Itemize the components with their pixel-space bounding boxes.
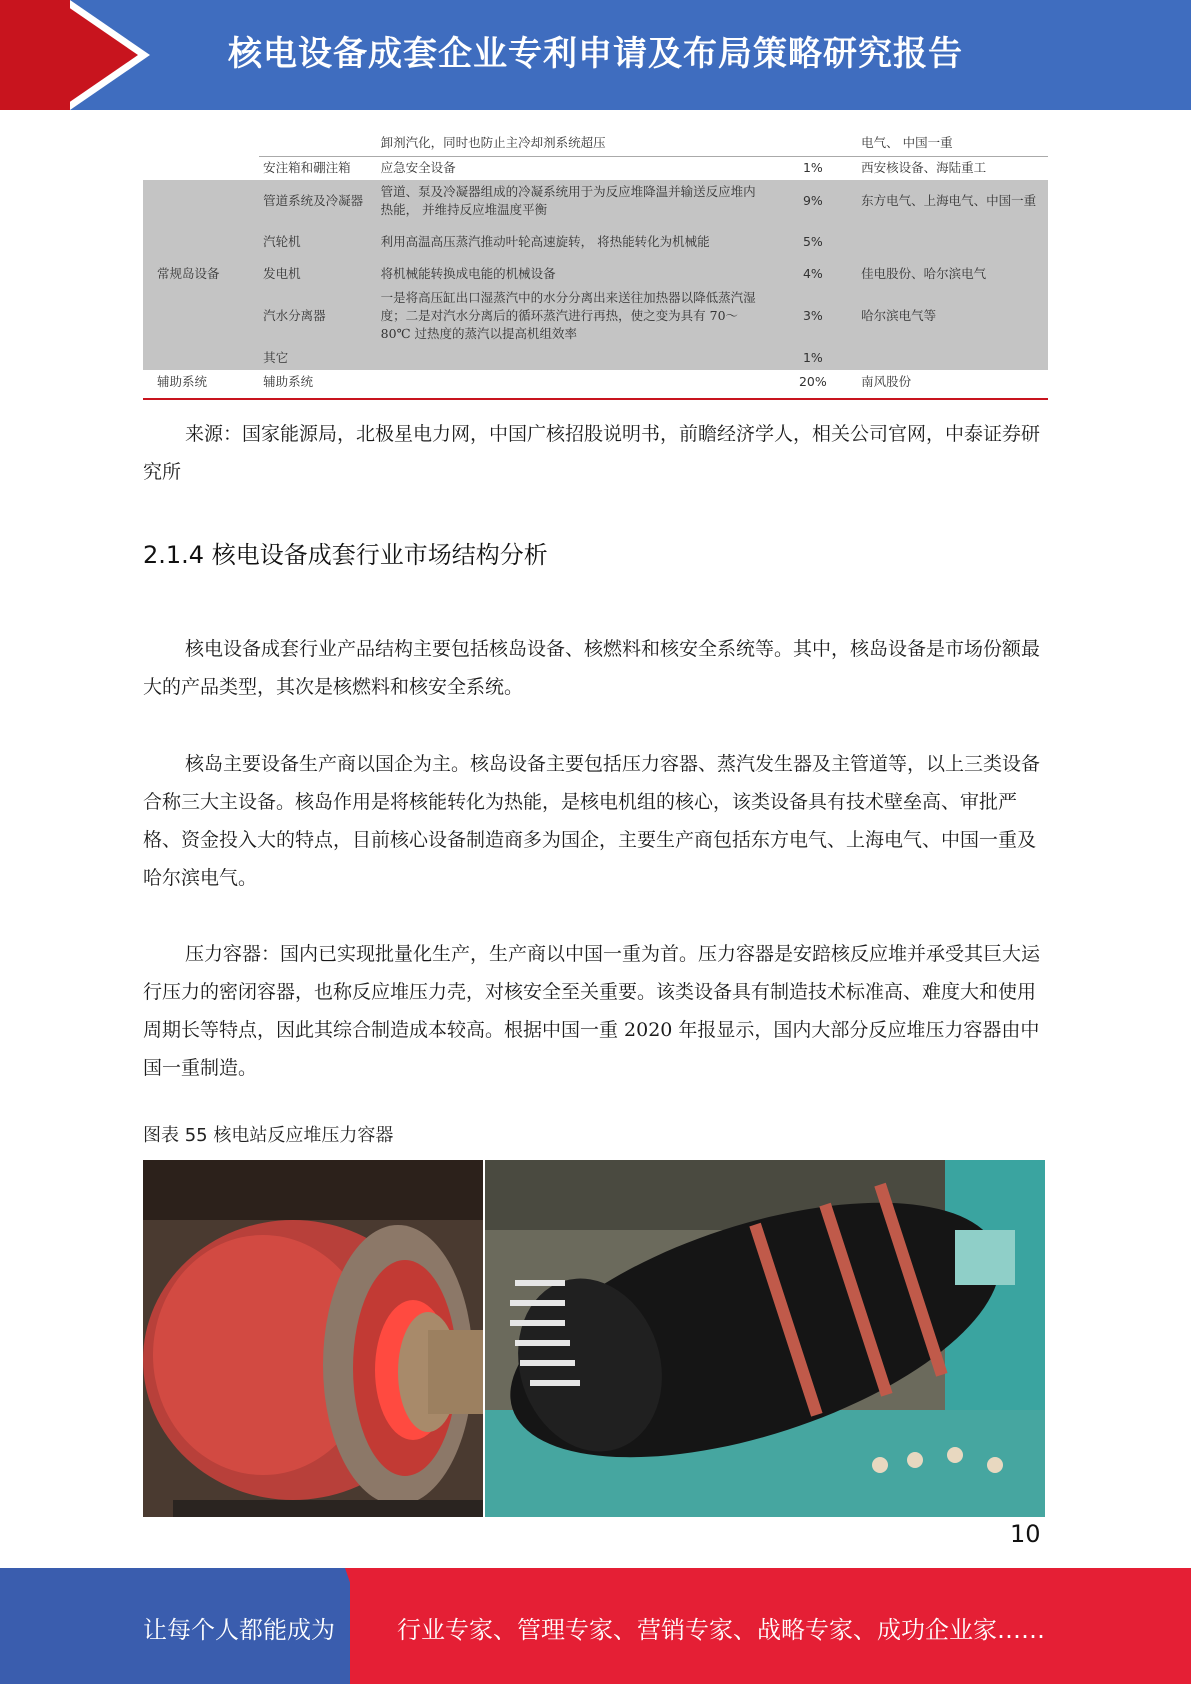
forging-photo (143, 1160, 483, 1517)
table-cell-category: 常规岛设备 (143, 262, 259, 286)
figure-caption: 图表 55 核电站反应堆压力容器 (143, 1125, 394, 1146)
equipment-table (143, 130, 1048, 394)
table-cell-companies: 哈尔滨电气等 (857, 286, 1048, 346)
table-row (143, 222, 1048, 262)
table-cell-share (769, 130, 858, 156)
table-cell-companies: 佳电股份、哈尔滨电气 (857, 262, 1048, 286)
table-cell-category (143, 130, 259, 156)
forging-illustration (143, 1160, 483, 1517)
table-cell-sub: 辅助系统 (263, 374, 314, 389)
table-cell-share: 5% (769, 222, 858, 262)
table-row (143, 262, 1048, 286)
table-cell-desc: 应急安全设备 (377, 156, 769, 180)
page-footer (0, 1568, 1191, 1684)
body-paragraph: 压力容器：国内已实现批量化生产，生产商以中国一重为首。压力容器是安踣核反应堆并承受其巨大运行压力的密闭容器，也称反应堆压力壳，对核安全至关重要。该类设备具有制造技术标准高、难度大和使用周期长等特点，因此其综合制造成本较高。根据中国一重 2020 年报显示，国内大部分反应堆压力容器由中国一重制造。 (143, 943, 1041, 1079)
table-cell-category (143, 156, 259, 180)
table-cell-sub: 管道系统及冷凝器 (259, 180, 377, 222)
table-cell-share: 4% (769, 262, 858, 286)
pressure-vessel-illustration (485, 1160, 1045, 1517)
table-cell-desc: 一是将高压缸出口湿蒸汽中的水分分离出来送往加热器以降低蒸汽湿度；二是对汽水分离后的循环蒸汽进行再热，使之变为具有 70～80℃ 过热度的蒸汽以提高机组效率 (377, 286, 769, 346)
table-cell-sub: 汽轮机 (259, 222, 377, 262)
table-cell-category: 辅助系统 (157, 374, 208, 389)
table-cell-companies: 东方电气、上海电气、中国一重 (857, 180, 1048, 222)
table-cell-category (143, 180, 259, 222)
report-title: 核电设备成套企业专利申请及布局策略研究报告 (228, 34, 963, 74)
table-cell-share: 1% (769, 156, 858, 180)
table-cell-sub: 汽水分离器 (259, 286, 377, 346)
table-row (143, 346, 1048, 370)
footer-slogan-right: 行业专家、管理专家、营销专家、战略专家、成功企业家…… (397, 1616, 1045, 1644)
section-heading: 2.1.4 核电设备成套行业市场结构分析 (143, 541, 548, 569)
table-cell-companies (857, 346, 1048, 370)
table-cell-share: 1% (769, 346, 858, 370)
table-source: 来源：国家能源局，北极星电力网，中国广核招股说明书，前瞻经济学人，相关公司官网，中泰证券研究所 (143, 423, 1041, 483)
table-cell-share: 3% (769, 286, 858, 346)
table-row (143, 156, 1048, 180)
body-paragraph: 核电设备成套行业产品结构主要包括核岛设备、核燃料和核安全系统等。其中，核岛设备是市场份额最大的产品类型，其次是核燃料和核安全系统。 (143, 638, 1041, 698)
pressure-vessel-photo (485, 1160, 1045, 1517)
table-row (143, 130, 1048, 156)
table-cell-desc (377, 346, 769, 370)
table-bottom-rule (143, 398, 1048, 400)
table-cell-companies: 电气、 中国一重 (861, 134, 953, 150)
table-row (143, 180, 1048, 222)
table-cell-desc: 卸剂汽化，同时也防止主冷却剂系统超压 (380, 134, 606, 150)
table-cell-sub: 其它 (259, 346, 377, 370)
body-paragraph: 核岛主要设备生产商以国企为主。核岛设备主要包括压力容器、蒸汽发生器及主管道等，以上三类设备合称三大主设备。核岛作用是将核能转化为热能，是核电机组的核心，该类设备具有技术壁垒高、审批严格、资金投入大的特点，目前核心设备制造商多为国企，主要生产商包括东方电气、上海电气、中国一重及哈尔滨电气。 (143, 753, 1041, 889)
table-cell-sub (259, 130, 377, 156)
table-cell-companies: 南风股份 (861, 374, 912, 389)
table-cell-desc (377, 370, 769, 394)
footer-slogan-left: 让每个人都能成为 (143, 1616, 335, 1644)
page-header (0, 0, 1191, 110)
table-cell-category (143, 346, 259, 370)
table-cell-share: 9% (769, 180, 858, 222)
table-cell-sub: 发电机 (259, 262, 377, 286)
table-cell-desc: 将机械能转换成电能的机械设备 (377, 262, 769, 286)
header-red-chevron (58, 0, 138, 110)
page-number: 10 (1010, 1520, 1041, 1548)
table-cell-companies (857, 222, 1048, 262)
table-cell-category (143, 222, 259, 262)
table-cell-desc: 管道、泵及冷凝器组成的冷凝系统用于为反应堆降温并输送反应堆内热能， 并维持反应堆温度平衡 (377, 180, 769, 222)
table-cell-sub: 安注箱和硼注箱 (259, 156, 377, 180)
table-cell-desc: 利用高温高压蒸汽推动叶轮高速旋转， 将热能转化为机械能 (377, 222, 769, 262)
table-row (143, 370, 1048, 394)
table-cell-share: 20% (798, 374, 827, 389)
table-cell-category (143, 286, 259, 346)
table-row (143, 286, 1048, 346)
table-cell-companies: 西安核设备、海陆重工 (857, 156, 1048, 180)
